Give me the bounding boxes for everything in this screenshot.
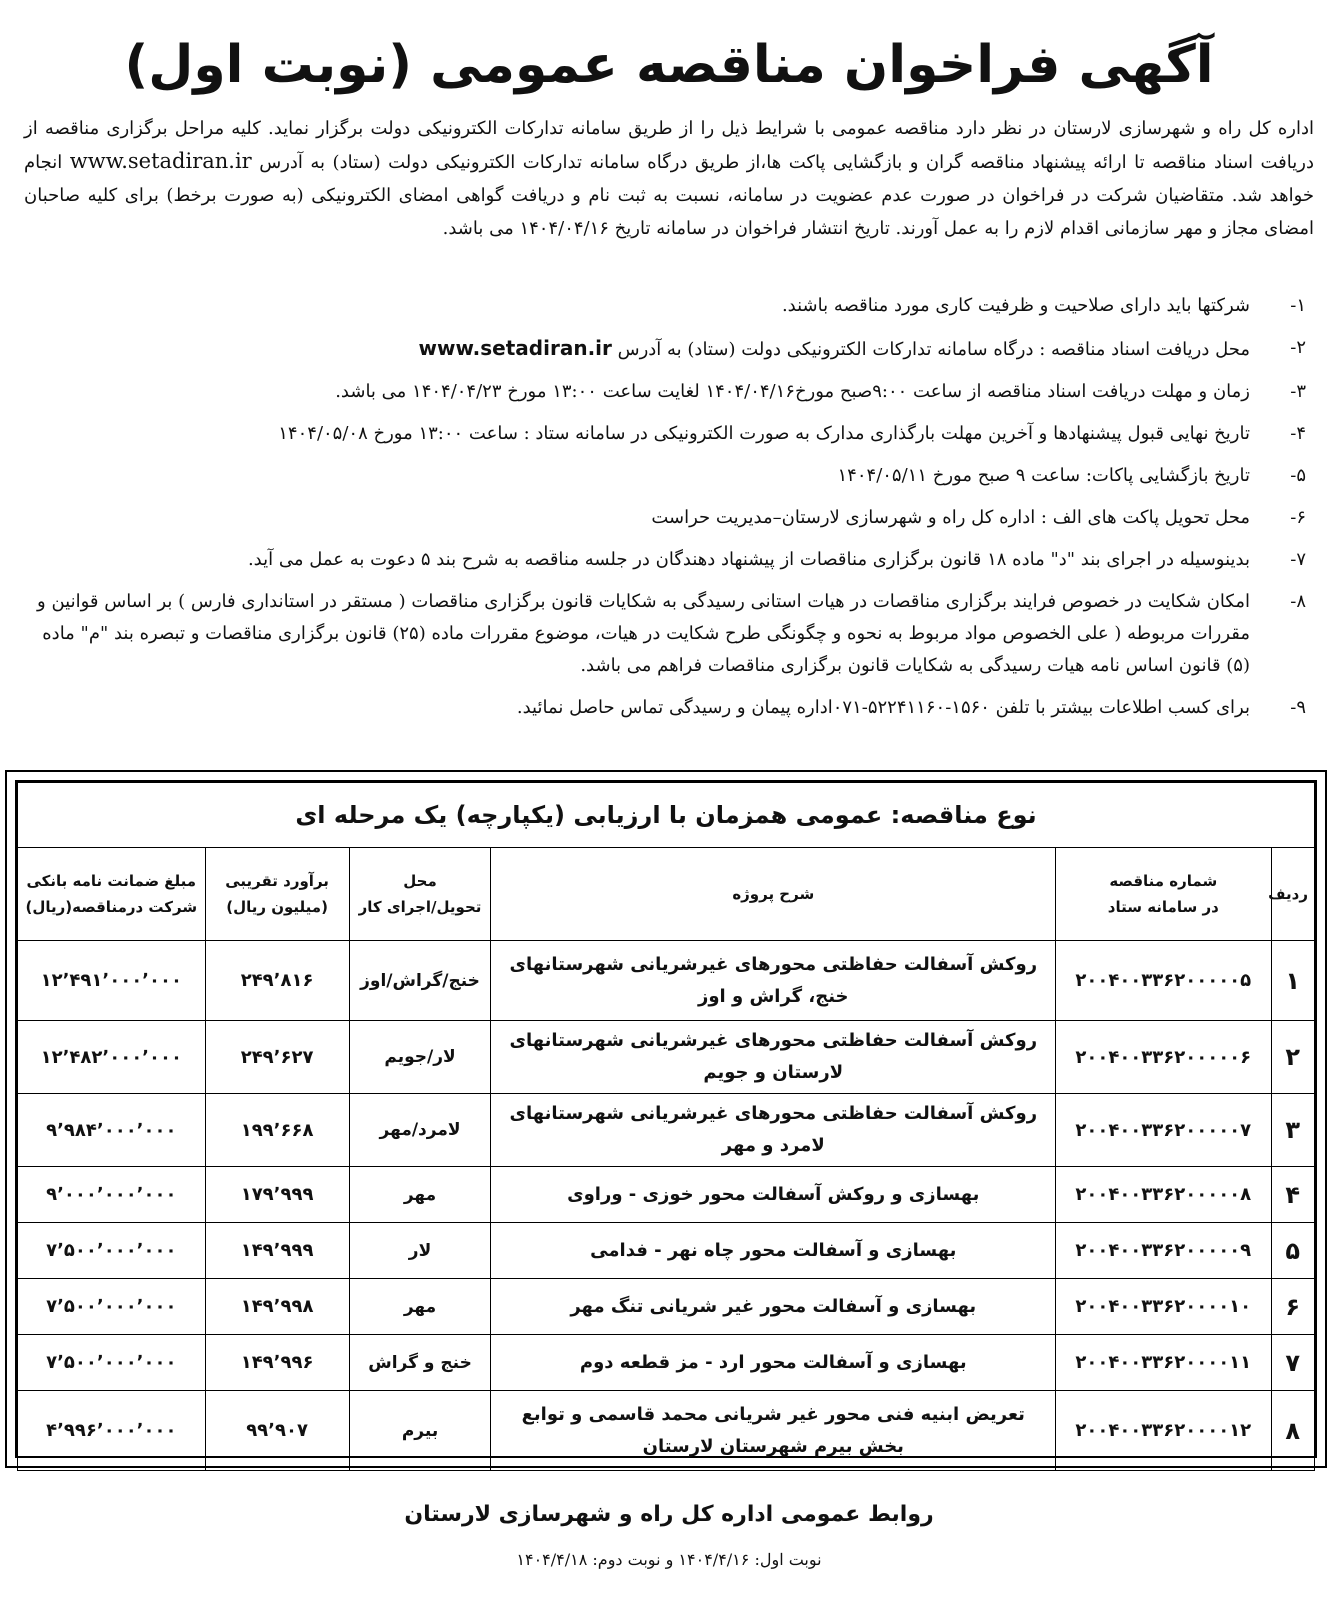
- cell-estimate: ۱۴۹٬۹۹۶: [205, 1335, 349, 1391]
- cell-description: بهسازی و روکش آسفالت محور خوزی - وراوی: [491, 1167, 1056, 1223]
- condition-text: زمان و مهلت دریافت اسناد مناقصه از ساعت ۹:۰۰صبح مورخ۱۴۰۴/۰۴/۱۶ لغایت ساعت ۱۳:۰۰ مورخ ۱۴۰۴/۰۴/۲۳ می باشد.: [335, 381, 1250, 402]
- condition-text: شرکتها باید دارای صلاحیت و ظرفیت کاری مورد مناقصه باشند.: [781, 295, 1250, 316]
- condition-item: [24, 692, 1314, 724]
- cell-guarantee: ۷٬۵۰۰٬۰۰۰٬۰۰۰: [18, 1223, 206, 1279]
- header-location: محل تحویل/اجرای کار: [349, 848, 491, 941]
- cell-tender-number: ۲۰۰۴۰۰۳۳۶۲۰۰۰۰۰۹: [1056, 1223, 1271, 1279]
- conditions-list: [24, 290, 1314, 734]
- table-header-row: [18, 848, 1315, 941]
- condition-text-body: محل دریافت اسناد مناقصه : درگاه سامانه تدارکات الکترونیکی دولت (ستاد) به آدرس: [617, 339, 1250, 360]
- cell-row-number: ۱: [1271, 941, 1315, 1021]
- condition-text: برای کسب اطلاعات بیشتر با تلفن ۱۵۶۰-۵۲۲۴۱۱۶۰-۰۷۱اداره پیمان و رسیدگی تماس حاصل نمائید.: [516, 697, 1250, 718]
- condition-item: [24, 502, 1314, 534]
- cell-location: خنج/گراش/اوز: [349, 941, 491, 1021]
- condition-number: ۹-: [1290, 697, 1306, 718]
- condition-number: ۳-: [1290, 381, 1306, 402]
- cell-description: روکش آسفالت حفاظتی محورهای غیرشریانی شهرستانهای لارستان و جویم: [491, 1021, 1056, 1094]
- condition-item: [24, 460, 1314, 492]
- notice-title: آگهی فراخوان مناقصه عمومی (نوبت اول): [124, 35, 1214, 95]
- header-estimate: برآورد تقریبی (میلیون ریال): [205, 848, 349, 941]
- condition-item: [24, 290, 1314, 322]
- header-row-number: ردیف: [1271, 848, 1315, 941]
- footer-organization: روابط عمومی اداره کل راه و شهرسازی لارستان: [404, 1502, 934, 1527]
- cell-description: تعریض ابنیه فنی محور غیر شریانی محمد قاسمی و توابع بخش بیرم شهرستان لارستان: [491, 1391, 1056, 1471]
- condition-number: ۱-: [1290, 295, 1306, 316]
- intro-text-part1: اداره کل راه و شهرسازی لارستان در نظر دارد مناقصه عمومی با شرایط ذیل را از طریق سامانه تدارکات الکترونیکی دولت برگزار نماید. کلیه مراحل برگزاری مناقصه از دریافت اسناد مناقصه تا ارائه پیشنهاد مناقصه گران و بازگشایی پاکت ها،از طریق درگاه سامانه تدارکات الکترونیکی دولت (ستاد) به آدرس: [24, 118, 1314, 173]
- condition-number: ۶-: [1290, 507, 1306, 528]
- table-row: [18, 1279, 1315, 1335]
- cell-tender-number: ۲۰۰۴۰۰۳۳۶۲۰۰۰۰۱۰: [1056, 1279, 1271, 1335]
- condition-text: امکان شکایت در خصوص فرایند برگزاری مناقصات در هیات استانی رسیدگی به شکایات قانون برگزاری مناقصات ( مستقر در استانداری فارس ) بر اساس قوانین و مقررات مربوطه ( علی الخصوص مواد مربوط به نحوه و چگونگی طرح شکایت در هیات، موضوع مقررات ماده (۲۵) قانون برگزاری مناقصات و تبصره بند "م" ماده (۵) قانون اساس نامه هیات رسیدگی به شکایات قانون برگزاری مناقصات فراهم می باشد.: [37, 591, 1250, 676]
- table-row: [18, 1021, 1315, 1094]
- cell-estimate: ۲۴۹٬۸۱۶: [205, 941, 349, 1021]
- cell-estimate: ۱۷۹٬۹۹۹: [205, 1167, 349, 1223]
- condition-item: [24, 376, 1314, 408]
- condition-number: ۷-: [1290, 549, 1306, 570]
- cell-location: لار: [349, 1223, 491, 1279]
- condition-text: تاریخ نهایی قبول پیشنهادها و آخرین مهلت بارگذاری مدارک به صورت الکترونیکی در سامانه ستاد : ساعت ۱۳:۰۰ مورخ ۱۴۰۴/۰۵/۰۸: [278, 423, 1250, 444]
- table-row: [18, 1167, 1315, 1223]
- cell-location: مهر: [349, 1279, 491, 1335]
- condition-item: [24, 332, 1314, 366]
- cell-row-number: ۳: [1271, 1094, 1315, 1167]
- condition-number: ۲-: [1290, 337, 1306, 358]
- tender-table: [17, 782, 1315, 1471]
- cell-location: لامرد/مهر: [349, 1094, 491, 1167]
- cell-location: مهر: [349, 1167, 491, 1223]
- table-row: [18, 1223, 1315, 1279]
- tender-table-inner: [15, 780, 1317, 1458]
- cell-tender-number: ۲۰۰۴۰۰۳۳۶۲۰۰۰۰۰۶: [1056, 1021, 1271, 1094]
- cell-guarantee: ۱۲٬۴۹۱٬۰۰۰٬۰۰۰: [18, 941, 206, 1021]
- cell-tender-number: ۲۰۰۴۰۰۳۳۶۲۰۰۰۰۰۵: [1056, 941, 1271, 1021]
- cell-tender-number: ۲۰۰۴۰۰۳۳۶۲۰۰۰۰۰۷: [1056, 1094, 1271, 1167]
- cell-description: بهسازی و آسفالت محور ارد - مز قطعه دوم: [491, 1335, 1056, 1391]
- condition-item: [24, 586, 1314, 682]
- table-row: [18, 1391, 1315, 1471]
- header-guarantee: مبلغ ضمانت نامه بانکی شرکت درمناقصه(ریال): [18, 848, 206, 941]
- cell-description: بهسازی و آسفالت محور غیر شریانی تنگ مهر: [491, 1279, 1056, 1335]
- cell-estimate: ۱۴۹٬۹۹۸: [205, 1279, 349, 1335]
- cell-estimate: ۱۹۹٬۶۶۸: [205, 1094, 349, 1167]
- cell-tender-number: ۲۰۰۴۰۰۳۳۶۲۰۰۰۰۰۸: [1056, 1167, 1271, 1223]
- condition-text: بدینوسیله در اجرای بند "د" ماده ۱۸ قانون برگزاری مناقصات از پیشنهاد دهندگان در جلسه مناقصه به شرح بند ۵ دعوت به عمل می آید.: [247, 549, 1250, 570]
- footer-publication-dates: نوبت اول: ۱۴۰۴/۴/۱۶ و نوبت دوم: ۱۴۰۴/۴/۱۸: [516, 1550, 822, 1569]
- condition-number: ۸-: [1290, 591, 1306, 612]
- cell-row-number: ۴: [1271, 1167, 1315, 1223]
- intro-text-part2: انجام خواهد شد. متقاضیان شرکت در فراخوان در صورت عدم عضویت در سامانه، نسبت به ثبت نام و دریافت گواهی امضای الکترونیکی (به صورت برخط) برای کلیه صاحبان امضای مجاز و مهر سازمانی اقدام لازم را به عمل آورند. تاریخ انتشار فراخوان در سامانه تاریخ ۱۴۰۴/۰۴/۱۶ می باشد.: [24, 152, 1314, 239]
- cell-estimate: ۹۹٬۹۰۷: [205, 1391, 349, 1471]
- cell-location: لار/جویم: [349, 1021, 491, 1094]
- setadiran-address-link[interactable]: www.setadiran.ir: [418, 336, 612, 360]
- header-description: شرح پروژه: [491, 848, 1056, 941]
- header-tender-number: شماره مناقصه در سامانه ستاد: [1056, 848, 1271, 941]
- cell-guarantee: ۹٬۹۸۴٬۰۰۰٬۰۰۰: [18, 1094, 206, 1167]
- cell-row-number: ۷: [1271, 1335, 1315, 1391]
- cell-description: روکش آسفالت حفاظتی محورهای غیرشریانی شهرستانهای خنج، گراش و اوز: [491, 941, 1056, 1021]
- condition-text: محل تحویل پاکت های الف : اداره کل راه و شهرسازی لارستان–مدیریت حراست: [651, 507, 1250, 528]
- cell-tender-number: ۲۰۰۴۰۰۳۳۶۲۰۰۰۰۱۱: [1056, 1335, 1271, 1391]
- cell-row-number: ۶: [1271, 1279, 1315, 1335]
- cell-row-number: ۸: [1271, 1391, 1315, 1471]
- cell-row-number: ۲: [1271, 1021, 1315, 1094]
- cell-tender-number: ۲۰۰۴۰۰۳۳۶۲۰۰۰۰۱۲: [1056, 1391, 1271, 1471]
- cell-description: بهسازی و آسفالت محور چاه نهر - فدامی: [491, 1223, 1056, 1279]
- cell-guarantee: ۱۲٬۴۸۲٬۰۰۰٬۰۰۰: [18, 1021, 206, 1094]
- table-row: [18, 1335, 1315, 1391]
- cell-guarantee: ۹٬۰۰۰٬۰۰۰٬۰۰۰: [18, 1167, 206, 1223]
- tender-table-frame: [5, 770, 1327, 1468]
- setadiran-website-link[interactable]: www.setadiran.ir: [69, 149, 252, 173]
- condition-text: [24, 332, 1250, 366]
- cell-estimate: ۲۴۹٬۶۲۷: [205, 1021, 349, 1094]
- cell-guarantee: ۷٬۵۰۰٬۰۰۰٬۰۰۰: [18, 1279, 206, 1335]
- condition-item: [24, 544, 1314, 576]
- condition-item: [24, 418, 1314, 450]
- cell-guarantee: ۴٬۹۹۶٬۰۰۰٬۰۰۰: [18, 1391, 206, 1471]
- condition-number: ۵-: [1290, 465, 1306, 486]
- cell-location: بیرم: [349, 1391, 491, 1471]
- table-row: [18, 941, 1315, 1021]
- cell-row-number: ۵: [1271, 1223, 1315, 1279]
- cell-description: روکش آسفالت حفاظتی محورهای غیرشریانی شهرستانهای لامرد و مهر: [491, 1094, 1056, 1167]
- condition-number: ۴-: [1290, 423, 1306, 444]
- cell-guarantee: ۷٬۵۰۰٬۰۰۰٬۰۰۰: [18, 1335, 206, 1391]
- tender-type-banner: نوع مناقصه: عمومی همزمان با ارزیابی (یکپارچه) یک مرحله ای: [18, 783, 1315, 848]
- cell-location: خنج و گراش: [349, 1335, 491, 1391]
- condition-text: تاریخ بازگشایی پاکات: ساعت ۹ صبح مورخ ۱۴۰۴/۰۵/۱۱: [837, 465, 1250, 486]
- intro-paragraph: [24, 112, 1314, 245]
- cell-estimate: ۱۴۹٬۹۹۹: [205, 1223, 349, 1279]
- table-row: [18, 1094, 1315, 1167]
